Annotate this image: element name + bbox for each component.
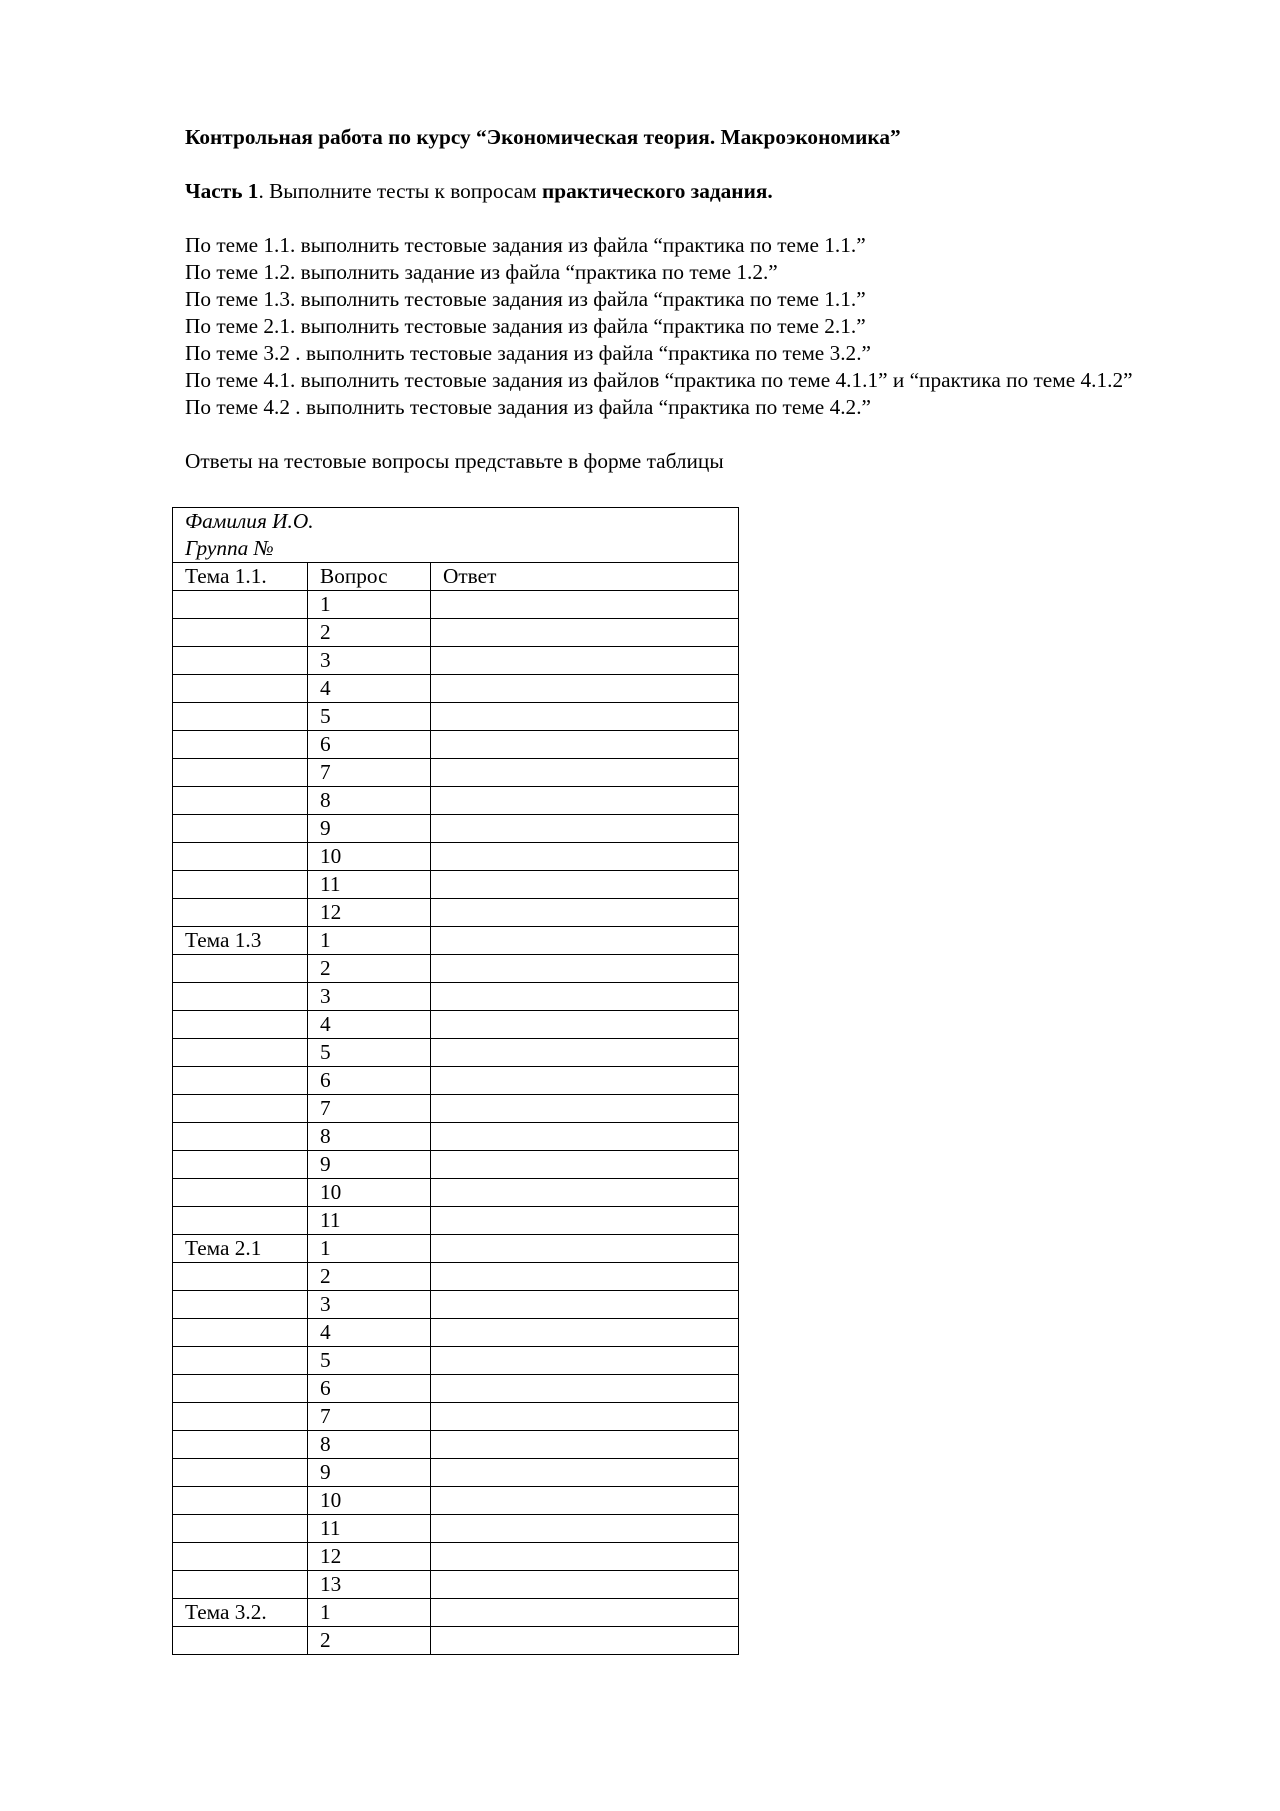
answers-note: Ответы на тестовые вопросы представьте в форме таблицы bbox=[185, 449, 724, 473]
question-number-cell: 7 bbox=[308, 1095, 431, 1123]
answer-cell[interactable] bbox=[431, 1291, 739, 1319]
table-row bbox=[173, 1151, 739, 1179]
topic-cell bbox=[173, 1375, 308, 1403]
table-row bbox=[173, 843, 739, 871]
question-number-cell: 8 bbox=[308, 1123, 431, 1151]
column-topic-header: Тема 1.1. bbox=[173, 563, 308, 591]
answer-cell[interactable] bbox=[431, 1403, 739, 1431]
answer-cell[interactable] bbox=[431, 899, 739, 927]
question-number-cell: 6 bbox=[308, 731, 431, 759]
part-bold-text: практического задания. bbox=[541, 179, 773, 203]
table-row bbox=[173, 1123, 739, 1151]
table-row bbox=[173, 955, 739, 983]
part-1-instruction bbox=[185, 178, 1195, 205]
question-number-cell: 11 bbox=[308, 1515, 431, 1543]
answer-cell[interactable] bbox=[431, 1207, 739, 1235]
table-row bbox=[173, 1319, 739, 1347]
question-number-cell: 7 bbox=[308, 759, 431, 787]
task-item: По теме 1.3. выполнить тестовые задания из файла “практика по теме 1.1.” bbox=[185, 287, 866, 311]
table-row bbox=[173, 927, 739, 955]
student-name-label: Фамилия И.О. bbox=[185, 509, 314, 533]
topic-cell bbox=[173, 1291, 308, 1319]
topic-cell bbox=[173, 619, 308, 647]
question-number-cell: 1 bbox=[308, 1599, 431, 1627]
question-number-cell: 13 bbox=[308, 1571, 431, 1599]
question-number-cell: 8 bbox=[308, 1431, 431, 1459]
answer-cell[interactable] bbox=[431, 731, 739, 759]
topic-cell bbox=[173, 703, 308, 731]
table-row bbox=[173, 1291, 739, 1319]
student-info-cell bbox=[173, 508, 739, 563]
table-row bbox=[173, 731, 739, 759]
question-number-cell: 1 bbox=[308, 591, 431, 619]
table-row bbox=[173, 1599, 739, 1627]
question-number-cell: 5 bbox=[308, 1347, 431, 1375]
answer-cell[interactable] bbox=[431, 1599, 739, 1627]
topic-cell: Тема 1.3 bbox=[173, 927, 308, 955]
topic-cell bbox=[173, 1011, 308, 1039]
answer-cell[interactable] bbox=[431, 1319, 739, 1347]
table-row bbox=[173, 1375, 739, 1403]
table-row bbox=[173, 1263, 739, 1291]
table-row bbox=[173, 647, 739, 675]
topic-cell: Тема 3.2. bbox=[173, 1599, 308, 1627]
answer-cell[interactable] bbox=[431, 1095, 739, 1123]
answer-cell[interactable] bbox=[431, 619, 739, 647]
answer-cell[interactable] bbox=[431, 1375, 739, 1403]
answer-cell[interactable] bbox=[431, 591, 739, 619]
task-item: По теме 4.1. выполнить тестовые задания из файлов “практика по теме 4.1.1” и “практика по теме 4.1.2” bbox=[185, 368, 1133, 392]
answer-cell[interactable] bbox=[431, 759, 739, 787]
question-number-cell: 2 bbox=[308, 955, 431, 983]
question-number-cell: 3 bbox=[308, 647, 431, 675]
topic-cell bbox=[173, 1403, 308, 1431]
question-number-cell: 1 bbox=[308, 927, 431, 955]
table-row bbox=[173, 1011, 739, 1039]
table-row bbox=[173, 871, 739, 899]
answer-cell[interactable] bbox=[431, 1179, 739, 1207]
answer-cell[interactable] bbox=[431, 1263, 739, 1291]
task-item: По теме 3.2 . выполнить тестовые задания из файла “практика по теме 3.2.” bbox=[185, 341, 871, 365]
answer-cell[interactable] bbox=[431, 1543, 739, 1571]
question-number-cell: 4 bbox=[308, 675, 431, 703]
answer-cell[interactable] bbox=[431, 1459, 739, 1487]
answer-cell[interactable] bbox=[431, 1151, 739, 1179]
table-row bbox=[173, 591, 739, 619]
table-row bbox=[173, 787, 739, 815]
table-row bbox=[173, 983, 739, 1011]
topic-cell bbox=[173, 1039, 308, 1067]
task-item: По теме 2.1. выполнить тестовые задания из файла “практика по теме 2.1.” bbox=[185, 314, 866, 338]
topic-cell bbox=[173, 983, 308, 1011]
part-label: Часть 1 bbox=[185, 179, 259, 203]
topic-cell bbox=[173, 815, 308, 843]
question-number-cell: 1 bbox=[308, 1235, 431, 1263]
question-number-cell: 3 bbox=[308, 983, 431, 1011]
table-row bbox=[173, 815, 739, 843]
question-number-cell: 9 bbox=[308, 1459, 431, 1487]
question-number-cell: 4 bbox=[308, 1011, 431, 1039]
topic-cell bbox=[173, 1431, 308, 1459]
topic-cell bbox=[173, 759, 308, 787]
question-number-cell: 11 bbox=[308, 871, 431, 899]
answer-cell[interactable] bbox=[431, 1571, 739, 1599]
table-row bbox=[173, 1543, 739, 1571]
question-number-cell: 12 bbox=[308, 899, 431, 927]
topic-cell bbox=[173, 955, 308, 983]
part-text: . Выполните тесты к вопросам bbox=[258, 179, 542, 203]
question-number-cell: 9 bbox=[308, 1151, 431, 1179]
question-number-cell: 12 bbox=[308, 1543, 431, 1571]
topic-cell bbox=[173, 871, 308, 899]
table-header-row bbox=[173, 508, 739, 563]
question-number-cell: 2 bbox=[308, 1627, 431, 1655]
topic-cell bbox=[173, 899, 308, 927]
topic-cell bbox=[173, 1627, 308, 1655]
table-row bbox=[173, 1207, 739, 1235]
table-row bbox=[173, 1039, 739, 1067]
answer-cell[interactable] bbox=[431, 703, 739, 731]
answer-cell[interactable] bbox=[431, 983, 739, 1011]
table-row bbox=[173, 1627, 739, 1655]
topic-cell bbox=[173, 1123, 308, 1151]
task-item: По теме 1.1. выполнить тестовые задания из файла “практика по теме 1.1.” bbox=[185, 233, 866, 257]
answer-cell[interactable] bbox=[431, 647, 739, 675]
table-row bbox=[173, 1571, 739, 1599]
table-row bbox=[173, 619, 739, 647]
question-number-cell: 2 bbox=[308, 1263, 431, 1291]
topic-cell bbox=[173, 1459, 308, 1487]
question-number-cell: 10 bbox=[308, 843, 431, 871]
column-question-header: Вопрос bbox=[308, 563, 431, 591]
answers-table bbox=[172, 507, 739, 1655]
answer-cell[interactable] bbox=[431, 787, 739, 815]
question-number-cell: 9 bbox=[308, 815, 431, 843]
topic-cell bbox=[173, 675, 308, 703]
answer-cell[interactable] bbox=[431, 871, 739, 899]
question-number-cell: 3 bbox=[308, 1291, 431, 1319]
topic-cell bbox=[173, 1515, 308, 1543]
question-number-cell: 7 bbox=[308, 1403, 431, 1431]
answer-cell[interactable] bbox=[431, 1123, 739, 1151]
table-row bbox=[173, 1459, 739, 1487]
answer-cell[interactable] bbox=[431, 927, 739, 955]
table-row bbox=[173, 1431, 739, 1459]
table-row bbox=[173, 1487, 739, 1515]
table-row bbox=[173, 1067, 739, 1095]
table-row bbox=[173, 1179, 739, 1207]
topic-cell bbox=[173, 1067, 308, 1095]
topic-cell: Тема 2.1 bbox=[173, 1235, 308, 1263]
table-row bbox=[173, 675, 739, 703]
question-number-cell: 11 bbox=[308, 1207, 431, 1235]
answer-cell[interactable] bbox=[431, 955, 739, 983]
answer-cell[interactable] bbox=[431, 1487, 739, 1515]
question-number-cell: 6 bbox=[308, 1067, 431, 1095]
document-page bbox=[185, 124, 1195, 475]
task-item: По теме 1.2. выполнить задание из файла “практика по теме 1.2.” bbox=[185, 260, 778, 284]
topic-cell bbox=[173, 1571, 308, 1599]
question-number-cell: 5 bbox=[308, 1039, 431, 1067]
student-group-label: Группа № bbox=[185, 536, 274, 560]
answer-cell[interactable] bbox=[431, 843, 739, 871]
question-number-cell: 6 bbox=[308, 1375, 431, 1403]
answer-cell[interactable] bbox=[431, 1011, 739, 1039]
topic-cell bbox=[173, 647, 308, 675]
question-number-cell: 4 bbox=[308, 1319, 431, 1347]
topic-cell bbox=[173, 1207, 308, 1235]
table-row bbox=[173, 703, 739, 731]
table-row bbox=[173, 1515, 739, 1543]
task-list bbox=[185, 232, 1195, 421]
topic-cell bbox=[173, 1095, 308, 1123]
topic-cell bbox=[173, 1543, 308, 1571]
question-number-cell: 8 bbox=[308, 787, 431, 815]
table-row bbox=[173, 1347, 739, 1375]
answer-cell[interactable] bbox=[431, 1515, 739, 1543]
topic-cell bbox=[173, 1179, 308, 1207]
topic-cell bbox=[173, 843, 308, 871]
answer-cell[interactable] bbox=[431, 675, 739, 703]
table-row bbox=[173, 1235, 739, 1263]
answer-cell[interactable] bbox=[431, 1067, 739, 1095]
table-row bbox=[173, 899, 739, 927]
table-row bbox=[173, 759, 739, 787]
question-number-cell: 5 bbox=[308, 703, 431, 731]
topic-cell bbox=[173, 787, 308, 815]
answer-cell[interactable] bbox=[431, 1039, 739, 1067]
topic-cell bbox=[173, 1347, 308, 1375]
document-title: Контрольная работа по курсу “Экономическая теория. Макроэкономика” bbox=[185, 125, 901, 149]
table-row bbox=[173, 1403, 739, 1431]
topic-cell bbox=[173, 1487, 308, 1515]
topic-cell bbox=[173, 591, 308, 619]
topic-cell bbox=[173, 1151, 308, 1179]
question-number-cell: 10 bbox=[308, 1487, 431, 1515]
question-number-cell: 2 bbox=[308, 619, 431, 647]
table-column-header-row bbox=[173, 563, 739, 591]
column-answer-header: Ответ bbox=[431, 563, 739, 591]
answer-cell[interactable] bbox=[431, 815, 739, 843]
task-item: По теме 4.2 . выполнить тестовые задания из файла “практика по теме 4.2.” bbox=[185, 395, 871, 419]
topic-cell bbox=[173, 731, 308, 759]
question-number-cell: 10 bbox=[308, 1179, 431, 1207]
answer-cell[interactable] bbox=[431, 1627, 739, 1655]
answer-cell[interactable] bbox=[431, 1235, 739, 1263]
topic-cell bbox=[173, 1319, 308, 1347]
table-row bbox=[173, 1095, 739, 1123]
topic-cell bbox=[173, 1263, 308, 1291]
answer-cell[interactable] bbox=[431, 1431, 739, 1459]
answer-cell[interactable] bbox=[431, 1347, 739, 1375]
